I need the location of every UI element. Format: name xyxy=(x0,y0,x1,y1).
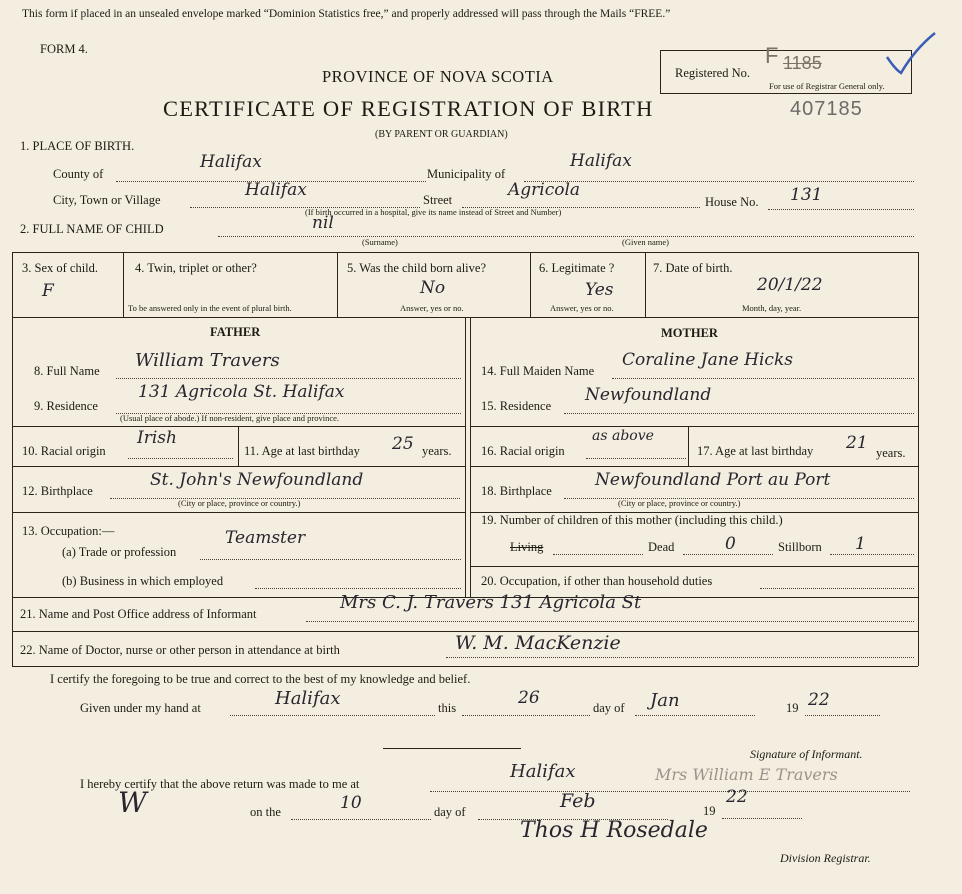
legitimate-value: Yes xyxy=(585,280,614,300)
check-mark-icon xyxy=(881,29,941,84)
city-label: City, Town or Village xyxy=(53,193,161,207)
trade-value: Teamster xyxy=(225,528,306,548)
informant-mark: W xyxy=(118,786,147,819)
father-age-unit: years. xyxy=(422,444,452,458)
street-label: Street xyxy=(423,193,453,207)
date-note: Month, day, year. xyxy=(742,303,802,313)
mother-age-value: 21 xyxy=(846,433,868,453)
registrar-on-the-label: on the xyxy=(250,805,281,819)
doctor-label: 22. Name of Doctor, nurse or other person in attendance at birth xyxy=(20,643,340,657)
given-month-value: Jan xyxy=(650,690,680,711)
date-label: 7. Date of birth. xyxy=(653,261,733,275)
mother-occupation-label: 20. Occupation, if other than household duties xyxy=(481,574,713,588)
alive-label: 5. Was the child born alive? xyxy=(347,261,487,275)
mother-race-label: 16. Racial origin xyxy=(481,444,565,458)
informant-signature: Mrs William E Travers xyxy=(655,765,838,784)
registrar-general-note: For use of Registrar General only. xyxy=(769,81,885,91)
father-name-label: 8. Full Name xyxy=(34,364,100,378)
surname-note: (Surname) xyxy=(362,237,398,247)
informant-label: 21. Name and Post Office address of Informant xyxy=(20,607,257,621)
given-year-value: 22 xyxy=(808,690,830,710)
father-occupation-label: 13. Occupation:— xyxy=(22,524,115,538)
stillborn-value: 1 xyxy=(855,534,866,554)
father-residence-label: 9. Residence xyxy=(34,399,98,413)
doctor-value: W. M. MacKenzie xyxy=(455,632,621,654)
mother-birthplace-note: (City or place, province or country.) xyxy=(618,498,741,508)
mother-race-value: as above xyxy=(592,428,654,444)
informant-value: Mrs C. J. Travers 131 Agricola St xyxy=(340,592,642,613)
trade-label: (a) Trade or profession xyxy=(62,545,177,559)
registered-value: 1185 xyxy=(783,53,822,73)
children-label: 19. Number of children of this mother (including this child.) xyxy=(481,513,783,527)
registrar-day-value: 10 xyxy=(340,793,362,813)
house-value: 131 xyxy=(790,185,823,205)
given-name-note: (Given name) xyxy=(622,237,669,247)
division-registrar-label: Division Registrar. xyxy=(780,851,871,865)
father-name-value: William Travers xyxy=(135,350,280,371)
mother-residence-value: Newfoundland xyxy=(585,385,712,405)
father-age-label: 11. Age at last birthday xyxy=(244,444,360,458)
father-birthplace-value: St. John's Newfoundland xyxy=(150,470,364,490)
mother-name-label: 14. Full Maiden Name xyxy=(481,364,595,378)
subtitle: (BY PARENT OR GUARDIAN) xyxy=(375,129,508,140)
father-age-value: 25 xyxy=(392,434,414,454)
stillborn-label: Stillborn xyxy=(778,540,822,554)
registration-stamp: 407185 xyxy=(790,98,863,120)
mother-birthplace-value: Newfoundland Port au Port xyxy=(595,470,831,490)
dead-label: Dead xyxy=(648,540,675,554)
mother-birthplace-label: 18. Birthplace xyxy=(481,484,552,498)
father-birthplace-label: 12. Birthplace xyxy=(22,484,93,498)
sex-value: F xyxy=(42,281,54,301)
mother-age-unit: years. xyxy=(876,446,906,460)
father-birthplace-note: (City or place, province or country.) xyxy=(178,498,301,508)
given-under-label: Given under my hand at xyxy=(80,701,201,715)
municipality-value: Halifax xyxy=(570,151,632,171)
given-day-of-label: day of xyxy=(593,701,625,715)
given-year-prefix: 19 xyxy=(786,701,799,715)
page-title: CERTIFICATE OF REGISTRATION OF BIRTH xyxy=(163,96,654,121)
dead-value: 0 xyxy=(725,534,736,554)
father-residence-value: 131 Agricola St. Halifax xyxy=(138,382,345,402)
father-residence-note: (Usual place of abode.) If non-resident, give place and province. xyxy=(120,413,340,423)
registrar-year-prefix: 19 xyxy=(703,804,716,818)
registered-prefix: F xyxy=(765,43,779,68)
alive-value: No xyxy=(420,278,446,298)
given-day-value: 26 xyxy=(518,688,540,708)
father-race-label: 10. Racial origin xyxy=(22,444,106,458)
form-number: FORM 4. xyxy=(40,42,88,56)
living-label: Living xyxy=(510,540,544,554)
informant-signature-label: Signature of Informant. xyxy=(750,747,863,761)
mother-heading: MOTHER xyxy=(661,326,718,340)
county-value: Halifax xyxy=(200,152,262,172)
business-label: (b) Business in which employed xyxy=(62,574,224,588)
given-place-value: Halifax xyxy=(275,688,341,709)
sex-label: 3. Sex of child. xyxy=(22,261,99,275)
registered-label: Registered No. xyxy=(675,66,750,80)
legitimate-note: Answer, yes or no. xyxy=(550,303,614,313)
twin-note: To be answered only in the event of plural birth. xyxy=(128,303,292,313)
registrar-month-value: Feb xyxy=(560,790,596,812)
registrar-signature: Thos H Rosedale xyxy=(520,818,708,843)
mother-name-value: Coraline Jane Hicks xyxy=(622,350,793,370)
father-heading: FATHER xyxy=(210,325,261,339)
province-heading: PROVINCE OF NOVA SCOTIA xyxy=(322,67,554,86)
county-label: County of xyxy=(53,167,104,181)
city-value: Halifax xyxy=(245,180,307,200)
registered-box xyxy=(660,43,912,94)
place-of-birth-heading: 1. PLACE OF BIRTH. xyxy=(20,139,135,153)
certify-text: I certify the foregoing to be true and correct to the best of my knowledge and belief. xyxy=(50,672,471,686)
house-label: House No. xyxy=(705,195,759,209)
registrar-text: I hereby certify that the above return was made to me at xyxy=(80,777,360,791)
child-name-label: 2. FULL NAME OF CHILD xyxy=(20,222,164,236)
twin-label: 4. Twin, triplet or other? xyxy=(135,261,257,275)
street-value: Agricola xyxy=(508,180,581,200)
legitimate-label: 6. Legitimate ? xyxy=(539,261,615,275)
municipality-label: Municipality of xyxy=(427,167,506,181)
child-name-value: nil xyxy=(312,213,334,233)
alive-note: Answer, yes or no. xyxy=(400,303,464,313)
this-label: this xyxy=(438,701,457,715)
registrar-year-value: 22 xyxy=(726,787,748,807)
street-note: (If birth occurred in a hospital, give its name instead of Street and Number) xyxy=(305,207,562,217)
mother-residence-label: 15. Residence xyxy=(481,399,552,413)
registrar-day-of-label: day of xyxy=(434,805,466,819)
father-race-value: Irish xyxy=(137,428,177,448)
mother-age-label: 17. Age at last birthday xyxy=(697,444,814,458)
registrar-place-value: Halifax xyxy=(510,761,576,782)
top-notice: This form if placed in an unsealed envelope marked “Dominion Statistics free,” and properly addressed will pass through the Mails “FREE.” xyxy=(22,8,671,20)
date-value: 20/1/22 xyxy=(757,275,823,295)
